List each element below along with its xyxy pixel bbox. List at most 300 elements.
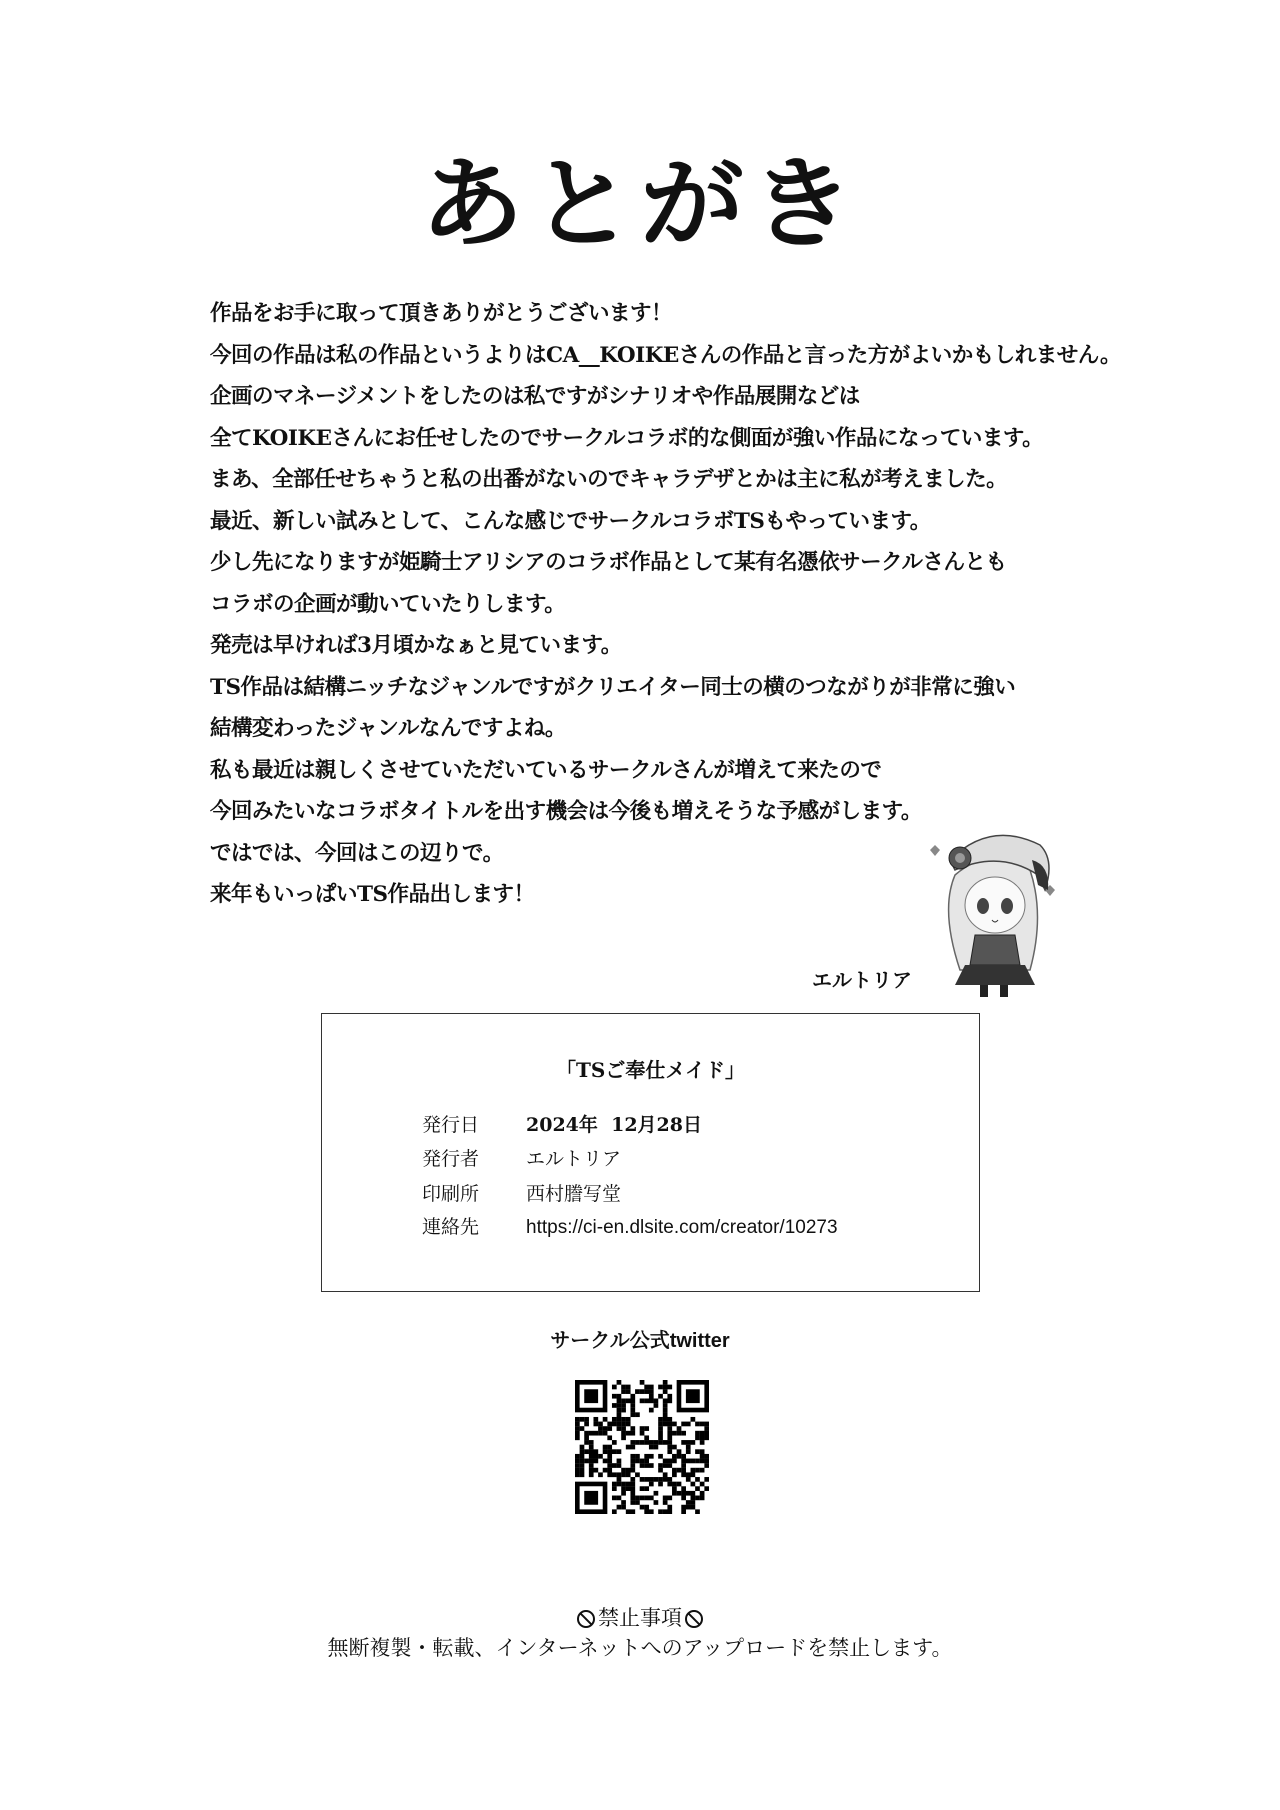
qr-module	[672, 1472, 677, 1477]
qr-module	[617, 1463, 622, 1468]
qr-module	[575, 1426, 580, 1431]
contact-link[interactable]: https://ci-en.dlsite.com/creator/10273	[526, 1217, 838, 1238]
qr-module	[612, 1496, 617, 1501]
qr-module	[686, 1445, 691, 1450]
qr-module	[612, 1417, 617, 1422]
qr-module	[704, 1463, 709, 1468]
row-label: 連絡先	[422, 1217, 480, 1238]
row-label: 発行日	[422, 1115, 480, 1136]
qr-module	[672, 1445, 677, 1450]
qr-module	[603, 1459, 608, 1464]
qr-module	[612, 1463, 617, 1468]
qr-module	[681, 1422, 686, 1427]
qr-module	[630, 1482, 635, 1487]
qr-module	[663, 1463, 668, 1468]
qr-module	[607, 1435, 612, 1440]
qr-module	[635, 1500, 640, 1505]
qr-module	[612, 1486, 617, 1491]
body-line: 結構変わったジャンルなんですよね。	[210, 716, 566, 741]
qr-module	[691, 1500, 696, 1505]
qr-module	[672, 1454, 677, 1459]
qr-module	[681, 1491, 686, 1496]
qr-module	[612, 1509, 617, 1514]
qr-module	[626, 1431, 631, 1436]
qr-module	[612, 1440, 617, 1445]
qr-module	[663, 1472, 668, 1477]
chibi-character-illustration	[920, 820, 1065, 998]
qr-module	[621, 1389, 626, 1394]
qr-module	[612, 1449, 617, 1454]
qr-module	[663, 1477, 668, 1482]
qr-module	[575, 1472, 580, 1477]
qr-module	[640, 1431, 645, 1436]
body-line: 最近、新しい試みとして、こんな感じでサークルコラボTSもやっています。	[210, 508, 931, 534]
qr-module	[700, 1435, 705, 1440]
qr-module	[617, 1417, 622, 1422]
qr-module	[640, 1496, 645, 1501]
qr-module	[621, 1500, 626, 1505]
prohibited-icon	[577, 1610, 595, 1628]
qr-module	[654, 1440, 659, 1445]
qr-module	[658, 1422, 663, 1427]
qr-module	[677, 1468, 682, 1473]
qr-module	[593, 1431, 598, 1436]
qr-module	[677, 1491, 682, 1496]
qr-module	[691, 1472, 696, 1477]
qr-module	[644, 1426, 649, 1431]
qr-module	[681, 1505, 686, 1510]
qr-module	[695, 1435, 700, 1440]
qr-module	[603, 1431, 608, 1436]
qr-module	[617, 1449, 622, 1454]
qr-module	[635, 1440, 640, 1445]
qr-module	[598, 1426, 603, 1431]
qr-module	[644, 1389, 649, 1394]
qr-module	[617, 1398, 622, 1403]
qr-module	[630, 1468, 635, 1473]
qr-module	[626, 1509, 631, 1514]
qr-module	[681, 1463, 686, 1468]
qr-module	[617, 1472, 622, 1477]
qr-module	[695, 1468, 700, 1473]
qr-module	[584, 1491, 598, 1505]
qr-module	[649, 1408, 654, 1413]
qr-module	[644, 1454, 649, 1459]
qr-module	[667, 1482, 672, 1487]
row-label: 発行者	[422, 1149, 480, 1170]
qr-module	[621, 1486, 626, 1491]
qr-module	[704, 1459, 709, 1464]
qr-module	[658, 1417, 663, 1422]
qr-module	[607, 1472, 612, 1477]
qr-module	[630, 1500, 635, 1505]
qr-module	[626, 1385, 631, 1390]
qr-module	[667, 1417, 672, 1422]
prohibition-text: 無断複製・転載、インターネットへのアップロードを禁止します。	[327, 1637, 953, 1660]
qr-module	[644, 1385, 649, 1390]
qr-module	[635, 1389, 640, 1394]
qr-module	[630, 1412, 635, 1417]
qr-module	[667, 1505, 672, 1510]
author-signature: エルトリア	[812, 968, 912, 992]
qr-module	[640, 1505, 645, 1510]
qr-module	[700, 1496, 705, 1501]
qr-module	[575, 1459, 580, 1464]
qr-module	[644, 1435, 649, 1440]
qr-module	[695, 1431, 700, 1436]
qr-module	[686, 1491, 691, 1496]
qr-module	[626, 1422, 631, 1427]
qr-module	[630, 1431, 635, 1436]
body-line: 発売は早ければ3月頃かなぁと見ています。	[210, 633, 622, 658]
colophon-row-date	[422, 1110, 702, 1137]
qr-module	[580, 1468, 585, 1473]
qr-module	[621, 1422, 626, 1427]
qr-module	[630, 1486, 635, 1491]
body-line: TS作品は結構ニッチなジャンルですがクリエイター同士の横のつながりが非常に強い	[210, 674, 1016, 700]
qr-module	[672, 1422, 677, 1427]
qr-module	[598, 1472, 603, 1477]
prohibition-notice	[0, 1604, 1280, 1664]
colophon-row-contact	[422, 1212, 838, 1239]
qr-module	[649, 1477, 654, 1482]
qr-module	[681, 1472, 686, 1477]
qr-module	[621, 1385, 626, 1390]
qr-module	[575, 1454, 580, 1459]
qr-module	[626, 1445, 631, 1450]
qr-module	[630, 1445, 635, 1450]
qr-module	[654, 1445, 659, 1450]
qr-module	[612, 1472, 617, 1477]
qr-module	[612, 1422, 617, 1427]
qr-module	[589, 1431, 594, 1436]
qr-module	[672, 1486, 677, 1491]
qr-module	[686, 1472, 691, 1477]
qr-module	[691, 1482, 696, 1487]
qr-module	[686, 1422, 691, 1427]
qr-module	[663, 1422, 668, 1427]
qr-module	[640, 1389, 645, 1394]
colophon-row-printer	[422, 1179, 621, 1206]
qr-code[interactable]	[575, 1380, 709, 1514]
qr-module	[649, 1463, 654, 1468]
qr-module	[621, 1431, 626, 1436]
qr-module	[621, 1491, 626, 1496]
qr-module	[654, 1500, 659, 1505]
qr-module	[691, 1417, 696, 1422]
qr-module	[672, 1491, 677, 1496]
qr-module	[649, 1509, 654, 1514]
body-line: 今回の作品は私の作品というよりはCA__KOIKEさんの作品と言った方がよいかもしれません。	[210, 342, 1122, 368]
qr-module	[677, 1426, 682, 1431]
qr-module	[700, 1482, 705, 1487]
prohibition-heading: 禁止事項	[598, 1607, 682, 1630]
qr-module	[584, 1417, 589, 1422]
row-label: 印刷所	[422, 1184, 480, 1205]
qr-module	[617, 1403, 622, 1408]
colophon-box	[321, 1013, 980, 1292]
qr-module	[589, 1449, 594, 1454]
qr-module	[598, 1422, 603, 1427]
qr-module	[603, 1468, 608, 1473]
qr-module	[686, 1505, 691, 1510]
qr-module	[640, 1426, 645, 1431]
qr-module	[691, 1491, 696, 1496]
qr-module	[658, 1454, 663, 1459]
qr-module	[677, 1454, 682, 1459]
qr-module	[663, 1459, 668, 1464]
qr-module	[658, 1394, 663, 1399]
qr-module	[667, 1509, 672, 1514]
qr-module	[695, 1477, 700, 1482]
qr-module	[598, 1431, 603, 1436]
qr-module	[658, 1426, 663, 1431]
qr-module	[663, 1403, 668, 1408]
qr-module	[575, 1468, 580, 1473]
colophon-row-publisher	[422, 1144, 621, 1171]
qr-module	[686, 1459, 691, 1464]
qr-module	[603, 1417, 608, 1422]
qr-module	[575, 1431, 580, 1436]
qr-module	[644, 1459, 649, 1464]
qr-module	[649, 1445, 654, 1450]
qr-module	[580, 1454, 585, 1459]
qr-module	[589, 1454, 594, 1459]
qr-module	[704, 1431, 709, 1436]
qr-module	[686, 1389, 700, 1403]
qr-module	[630, 1398, 635, 1403]
qr-module	[630, 1403, 635, 1408]
page-title: あとがき	[419, 144, 860, 262]
qr-module	[691, 1496, 696, 1501]
qr-module	[612, 1394, 617, 1399]
qr-module	[663, 1440, 668, 1445]
qr-module	[593, 1449, 598, 1454]
qr-module	[681, 1431, 686, 1436]
qr-module	[630, 1496, 635, 1501]
qr-module	[686, 1500, 691, 1505]
qr-module	[617, 1505, 622, 1510]
qr-module	[640, 1463, 645, 1468]
qr-module	[630, 1454, 635, 1459]
qr-module	[677, 1482, 682, 1487]
qr-module	[617, 1394, 622, 1399]
qr-module	[663, 1385, 668, 1390]
qr-module	[593, 1417, 598, 1422]
qr-module	[695, 1496, 700, 1501]
qr-module	[626, 1472, 631, 1477]
qr-module	[667, 1385, 672, 1390]
qr-module	[672, 1468, 677, 1473]
prohibited-icon	[685, 1610, 703, 1628]
qr-module	[644, 1463, 649, 1468]
qr-module	[686, 1477, 691, 1482]
qr-module	[589, 1468, 594, 1473]
row-value: 2024年 12月28日	[526, 1114, 702, 1136]
qr-module	[658, 1468, 663, 1473]
qr-module	[654, 1398, 659, 1403]
qr-module	[580, 1417, 585, 1422]
qr-module	[617, 1426, 622, 1431]
qr-module	[630, 1459, 635, 1464]
qr-module	[681, 1454, 686, 1459]
qr-module	[580, 1463, 585, 1468]
qr-module	[575, 1422, 580, 1427]
qr-module	[700, 1459, 705, 1464]
qr-module	[603, 1449, 608, 1454]
qr-module	[663, 1417, 668, 1422]
qr-module	[700, 1468, 705, 1473]
qr-module	[658, 1385, 663, 1390]
qr-module	[621, 1472, 626, 1477]
qr-module	[630, 1408, 635, 1413]
qr-module	[644, 1486, 649, 1491]
qr-module	[667, 1477, 672, 1482]
qr-module	[575, 1463, 580, 1468]
qr-module	[667, 1440, 672, 1445]
body-line: 来年もいっぱいTS作品出します！	[210, 882, 535, 907]
qr-module	[612, 1403, 617, 1408]
qr-module	[667, 1459, 672, 1464]
qr-module	[626, 1486, 631, 1491]
qr-module	[617, 1459, 622, 1464]
qr-module	[593, 1422, 598, 1427]
qr-module	[695, 1459, 700, 1464]
qr-module	[681, 1459, 686, 1464]
qr-module	[667, 1394, 672, 1399]
qr-module	[607, 1459, 612, 1464]
qr-module	[603, 1445, 608, 1450]
qr-module	[691, 1440, 696, 1445]
qr-module	[580, 1472, 585, 1477]
qr-module	[681, 1468, 686, 1473]
twitter-label: サークル公式twitter	[550, 1330, 730, 1352]
qr-module	[621, 1468, 626, 1473]
qr-module	[681, 1496, 686, 1501]
qr-module	[663, 1500, 668, 1505]
qr-module	[621, 1482, 626, 1487]
qr-module	[704, 1426, 709, 1431]
qr-module	[607, 1445, 612, 1450]
qr-module	[584, 1435, 589, 1440]
qr-module	[691, 1505, 696, 1510]
qr-module	[667, 1435, 672, 1440]
qr-module	[644, 1509, 649, 1514]
qr-module	[700, 1491, 705, 1496]
qr-module	[621, 1426, 626, 1431]
qr-module	[649, 1496, 654, 1501]
qr-module	[644, 1398, 649, 1403]
qr-module	[640, 1477, 645, 1482]
qr-module	[593, 1454, 598, 1459]
qr-module	[630, 1491, 635, 1496]
qr-module	[626, 1389, 631, 1394]
body-line: 作品をお手に取って頂きありがとうございます！	[210, 301, 673, 326]
qr-module	[589, 1472, 594, 1477]
qr-module	[649, 1389, 654, 1394]
qr-module	[607, 1463, 612, 1468]
qr-module	[589, 1445, 594, 1450]
qr-module	[681, 1486, 686, 1491]
qr-module	[672, 1459, 677, 1464]
qr-module	[658, 1431, 663, 1436]
qr-module	[580, 1426, 585, 1431]
qr-module	[649, 1394, 654, 1399]
qr-module	[584, 1431, 589, 1436]
qr-module	[617, 1422, 622, 1427]
qr-module	[635, 1472, 640, 1477]
qr-module	[607, 1449, 612, 1454]
qr-module	[635, 1454, 640, 1459]
qr-module	[617, 1496, 622, 1501]
body-line: コラボの企画が動いていたりします。	[210, 591, 566, 617]
qr-module	[658, 1482, 663, 1487]
qr-module	[667, 1398, 672, 1403]
qr-module	[580, 1459, 585, 1464]
qr-module	[704, 1422, 709, 1427]
qr-module	[630, 1463, 635, 1468]
qr-module	[677, 1431, 682, 1436]
qr-module	[667, 1431, 672, 1436]
qr-module	[691, 1468, 696, 1473]
qr-module	[635, 1412, 640, 1417]
qr-module	[617, 1477, 622, 1482]
qr-module	[593, 1468, 598, 1473]
qr-module	[630, 1440, 635, 1445]
qr-module	[640, 1398, 645, 1403]
qr-module	[695, 1449, 700, 1454]
qr-module	[695, 1422, 700, 1427]
qr-module	[617, 1412, 622, 1417]
qr-module	[584, 1422, 589, 1427]
qr-module	[667, 1449, 672, 1454]
qr-module	[667, 1463, 672, 1468]
qr-module	[640, 1486, 645, 1491]
body-line: ではでは、今回はこの辺りで。	[210, 840, 504, 866]
qr-module	[704, 1477, 709, 1482]
qr-module	[663, 1496, 668, 1501]
qr-module	[607, 1454, 612, 1459]
qr-module	[686, 1440, 691, 1445]
qr-module	[704, 1454, 709, 1459]
qr-module	[644, 1496, 649, 1501]
qr-module	[630, 1509, 635, 1514]
qr-module	[663, 1509, 668, 1514]
qr-module	[626, 1398, 631, 1403]
qr-module	[584, 1389, 598, 1403]
qr-module	[626, 1482, 631, 1487]
qr-module	[700, 1449, 705, 1454]
qr-module	[630, 1394, 635, 1399]
qr-module	[691, 1459, 696, 1464]
qr-module	[617, 1380, 622, 1385]
qr-module	[644, 1440, 649, 1445]
qr-module	[663, 1412, 668, 1417]
qr-module	[649, 1454, 654, 1459]
qr-module	[667, 1496, 672, 1501]
qr-module	[584, 1449, 589, 1454]
qr-module	[700, 1422, 705, 1427]
qr-module	[695, 1486, 700, 1491]
qr-module	[621, 1417, 626, 1422]
qr-module	[580, 1445, 585, 1450]
qr-module	[621, 1435, 626, 1440]
qr-module	[640, 1459, 645, 1464]
qr-module	[584, 1459, 589, 1464]
body-line: 今回みたいなコラボタイトルを出す機会は今後も増えそうな予感がします。	[210, 799, 922, 824]
qr-module	[626, 1468, 631, 1473]
qr-module	[695, 1509, 700, 1514]
